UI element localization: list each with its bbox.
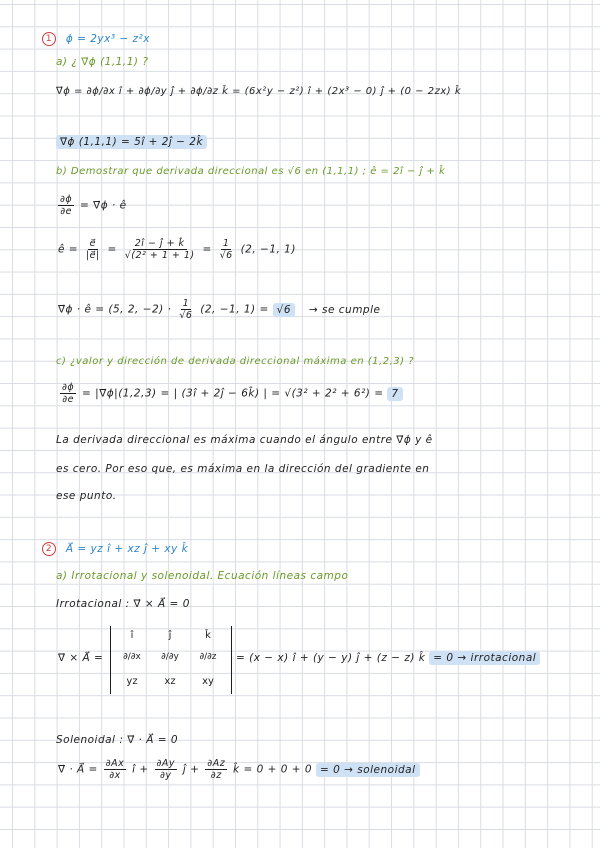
curl-conclusion-highlight: = 0 → irrotacional [429,651,540,665]
gradient-result-highlight: ∇⃗ϕ (1,1,1) = 5î + 2ĵ − 2k̂ [56,135,207,149]
problem-number-badge: 2 [42,542,56,556]
problem-1-equation: ϕ = 2yx³ − z²x [65,33,150,45]
problem-1-header [42,32,150,46]
curl-lhs: ∇⃗ × A⃗ = [58,652,104,664]
directional-derivative-definition: $\frac{\partial\phi}{\partial e}$ = ∇⃗ϕ · ê [60,194,127,217]
divergence-calculation: ∇⃗ · A⃗ = $\frac{\partial Ax}{\partial x}$ î + $\frac{\partial Ay}{\partial y}$ ĵ + $\frac{\partial Az}{\partial z}$ k̂ = 0 + 0 + 0 = 0 → solenoidal [58,758,420,781]
part-b-question: b) Demostrar que derivada direccional es √6 en (1,1,1) ; ê = 2î − ĵ + k̂ [56,166,446,177]
div-conclusion-highlight: = 0 → solenoidal [316,763,420,777]
problem-2-header [42,542,188,556]
matrix-cell: k̂ [205,630,211,641]
matrix-cell: xy [202,676,214,687]
problem-2-equation: A⃗ = yz î + xz ĵ + xy k̂ [65,543,189,555]
max-derivative-calculation: $\frac{\partial\phi}{\partial e}$ = |∇⃗ϕ|(1,2,3) = | (3î + 2ĵ − 6k̂) | = √(3² + 2² + 6²) = 7 [58,382,403,405]
explanation-line-1: La derivada direccional es máxima cuando el ángulo entre ∇⃗ϕ y ê [56,434,433,446]
matrix-cell: ∂/∂y [161,652,179,662]
irrotational-heading: Irrotacional : ∇⃗ × A⃗ = 0 [56,598,190,610]
problem-number-badge: 1 [42,32,56,46]
part-a-question-2: a) Irrotacional y solenoidal. Ecuación líneas campo [56,570,349,582]
dot-result-highlight: √6 [273,303,295,317]
explanation-line-2: es cero. Por eso que, es máxima en la dirección del gradiente en [56,463,430,475]
matrix-cell: ∂/∂x [123,652,141,662]
matrix-cell: yz [126,676,138,687]
matrix-cell: ∂/∂z [199,652,217,662]
curl-result: = (x − x) î + (y − y) ĵ + (z − z) k̂ = 0 → irrotacional [236,652,540,664]
max-result-highlight: 7 [387,387,402,401]
partial-fraction: $\frac{\partial\phi}{\partial e}$ [60,194,73,217]
solenoidal-heading: Solenoidal : ∇⃗ · A⃗ = 0 [56,734,179,746]
gradient-formula: ∇⃗ϕ = ∂ϕ/∂x î + ∂ϕ/∂y ĵ + ∂ϕ/∂z k̂ = (6x²y − z²) î + (2x³ − 0) ĵ + (0 − 2zx) k̂ [56,86,462,97]
explanation-line-3: ese punto. [56,490,117,502]
matrix-cell: xz [164,676,176,687]
matrix-cell: î [130,630,134,641]
curl-determinant [110,626,232,694]
unit-vector-calculation: ê = $\frac{e⃗}{|e⃗|}$ = $\frac{2î - ĵ + k̂}{\text{√(2² + 1 + 1)}}$ = $\frac{1}{√6}$ (2, −1, 1) [58,238,296,261]
gradient-result [56,136,207,148]
part-a-question: a) ¿ ∇⃗ϕ (1,1,1) ? [56,56,149,68]
matrix-cell: ĵ [168,630,172,641]
dot-product-calculation: ∇⃗ϕ · ê = (5, 2, −2) · $\frac{1}{√6}$ (2, −1, 1) = √6 → se cumple [58,298,381,321]
part-c-question: c) ¿valor y dirección de derivada direccional máxima en (1,2,3) ? [56,356,415,367]
